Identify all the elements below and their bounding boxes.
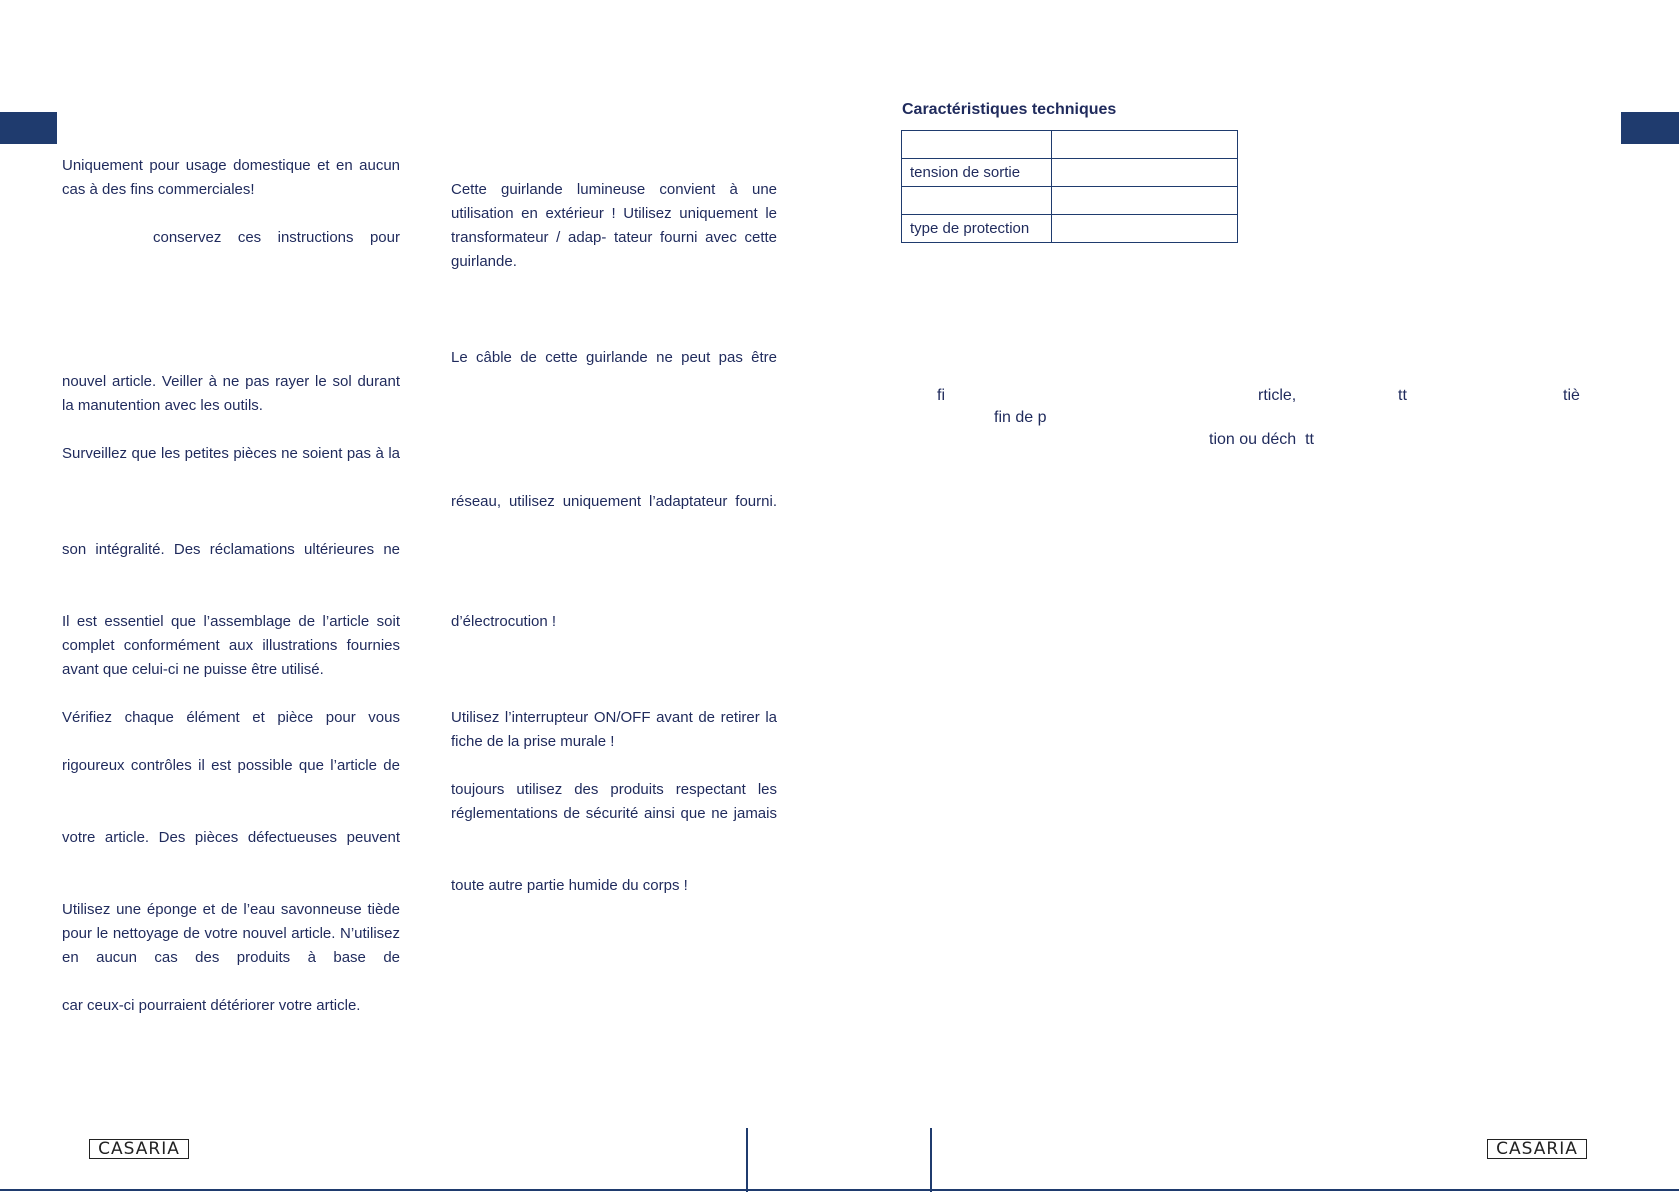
text-fragment: rticle, <box>1258 387 1297 404</box>
spec-value <box>1052 187 1238 215</box>
page-tab-right <box>1621 112 1679 144</box>
paragraph-defective-parts: votre article. Des pièces défectueuses peuvent <box>62 829 400 846</box>
paragraph-small-parts: Surveillez que les petites pièces ne soient pas à la <box>62 445 400 462</box>
paragraph-floor-scratch: nouvel article. Veiller à ne pas rayer le sol durant la manutention avec les outils. <box>62 373 400 414</box>
spec-label <box>902 131 1052 159</box>
paragraph-controls: rigoureux contrôles il est possible que l’article de <box>62 757 400 774</box>
page-divider-right <box>930 1128 932 1192</box>
text-fragment: tion ou déch tt <box>1209 431 1314 448</box>
text-fragment: fi <box>937 387 945 404</box>
text-fragment: tiè <box>1563 387 1580 404</box>
paragraph-wet-body: toute autre partie humide du corps ! <box>451 877 688 894</box>
spec-value <box>1052 131 1238 159</box>
specs-table <box>901 130 1238 243</box>
paragraph-check-parts: Vérifiez chaque élément et pièce pour vous <box>62 709 400 726</box>
spec-label <box>902 187 1052 215</box>
paragraph-on-off-switch: Utilisez l’interrupteur ON/OFF avant de retirer la fiche de la prise murale ! <box>451 709 777 750</box>
paragraph-assembly: Il est essentiel que l’assemblage de l’article soit complet conformément aux illustrations fournies avant que celui-ci ne puisse être utilisé. <box>62 613 400 678</box>
spec-label: type de protection <box>902 215 1052 243</box>
paragraph-damage: car ceux-ci pourraient détériorer votre article. <box>62 997 361 1014</box>
paragraph-keep-instructions: conservez ces instructions pour <box>153 229 400 246</box>
paragraph-cable: Le câble de cette guirlande ne peut pas être <box>451 349 777 366</box>
spec-value <box>1052 215 1238 243</box>
middle-column <box>451 178 777 898</box>
paragraph-adapter: réseau, utilisez uniquement l’adaptateur fourni. <box>451 493 777 510</box>
casaria-logo-right: CASARIA <box>1487 1139 1587 1159</box>
page-divider-left <box>746 1128 748 1192</box>
paragraph-domestic-use: Uniquement pour usage domestique et en aucun cas à des fins commerciales! <box>62 157 400 198</box>
spec-label: tension de sortie <box>902 159 1052 187</box>
table-row <box>902 215 1238 243</box>
paragraph-cleaning: Utilisez une éponge et de l’eau savonneuse tiède pour le nettoyage de votre nouvel article. N’utilisez en aucun cas des produits à base de <box>62 901 400 966</box>
page-tab-left <box>0 112 57 144</box>
paragraph-outdoor-use: Cette guirlande lumineuse convient à une utilisation en extérieur ! Utilisez uniquement le transformateur / adap- tateur fourni avec cette guirlande. <box>451 181 777 270</box>
paragraph-electrocution: d’électrocution ! <box>451 613 557 630</box>
casaria-logo-left: CASARIA <box>89 1139 189 1159</box>
paragraph-claims: son intégralité. Des réclamations ultérieures ne <box>62 541 400 558</box>
table-row <box>902 187 1238 215</box>
bottom-rule <box>0 1189 1679 1191</box>
left-column <box>62 154 400 1034</box>
text-fragment: fin de p <box>994 409 1047 426</box>
spec-value <box>1052 159 1238 187</box>
specs-heading: Caractéristiques techniques <box>902 101 1117 118</box>
table-row <box>902 159 1238 187</box>
text-fragment: tt <box>1398 387 1407 404</box>
paragraph-safety-products: toujours utilisez des produits respectant les réglementations de sécurité ainsi que ne jamais <box>451 781 777 822</box>
table-row <box>902 131 1238 159</box>
